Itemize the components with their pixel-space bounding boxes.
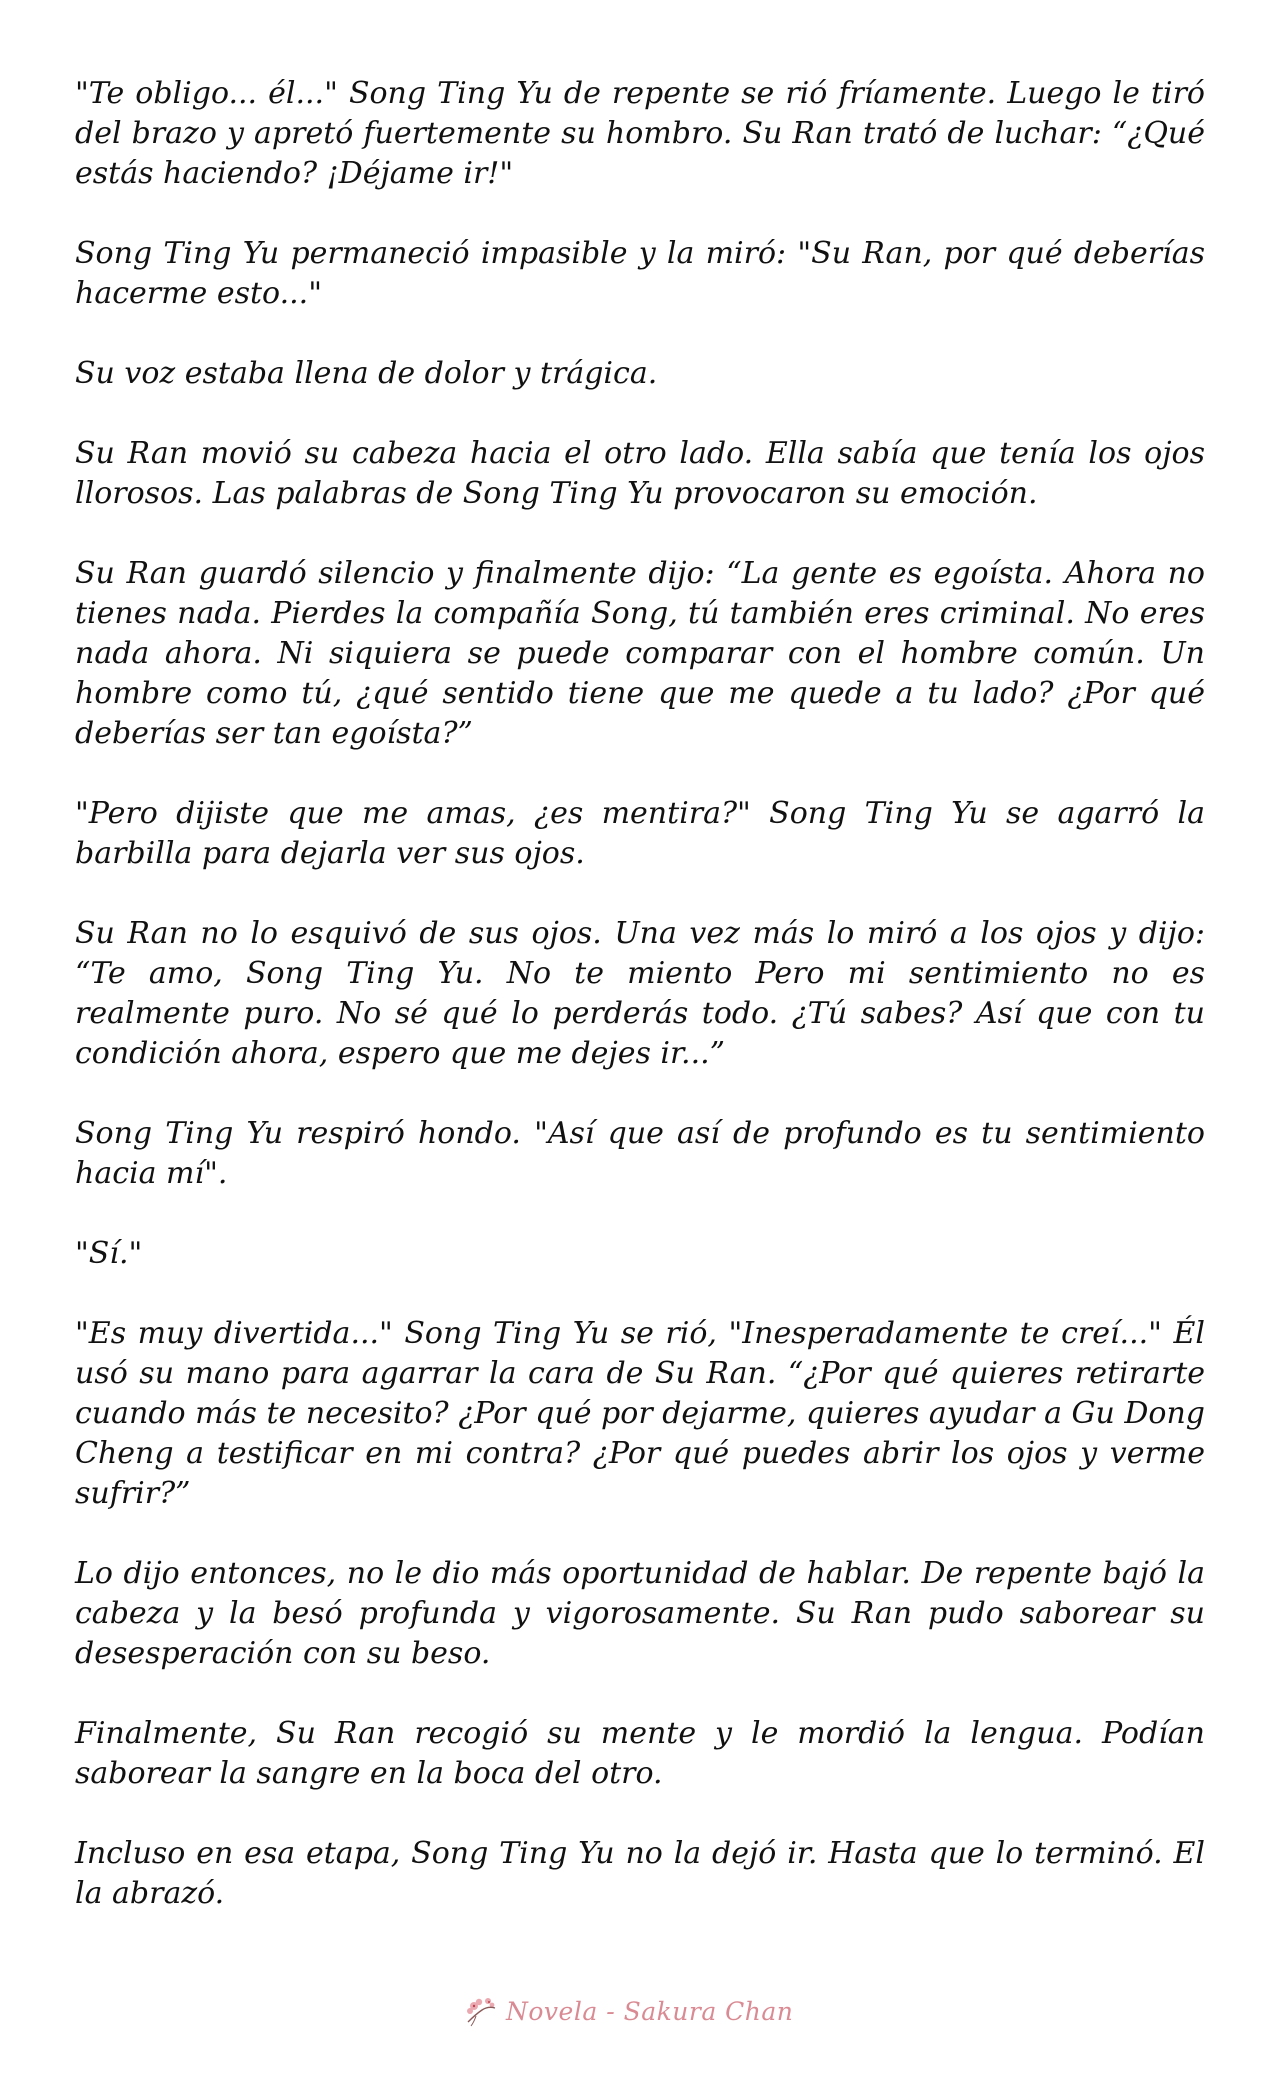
paragraph: Su Ran guardó silencio y finalmente dijo: “La gente es egoísta. Ahora no tienes nada. Pierdes la compañía Song, tú también eres criminal. No eres nada ahora. Ni siquiera se puede comparar con el hombre común. Un hombre como tú, ¿qué sentido tiene que me quede a tu lado? ¿Por qué deberías ser tan egoísta?” bbox=[75, 556, 1205, 751]
paragraph: Incluso en esa etapa, Song Ting Yu no la dejó ir. Hasta que lo terminó. El la abrazó. bbox=[75, 1836, 1205, 1911]
paragraph: Su Ran no lo esquivó de sus ojos. Una vez más lo miró a los ojos y dijo: “Te amo, Song Ting Yu. No te miento Pero mi sentimiento no es realmente puro. No sé qué lo perderás todo. ¿Tú sabes? Así que con tu condición ahora, espero que me dejes ir...” bbox=[75, 916, 1205, 1071]
footer-watermark bbox=[462, 1988, 842, 2034]
paragraph: Su voz estaba llena de dolor y trágica. bbox=[75, 356, 658, 391]
footer-label: Novela - Sakura Chan bbox=[506, 1996, 794, 2026]
paragraph: "Te obligo... él..." Song Ting Yu de repente se rió fríamente. Luego le tiró del brazo y apretó fuertemente su hombro. Su Ran trató de luchar: “¿Qué estás haciendo? ¡Déjame ir!" bbox=[75, 76, 1205, 191]
paragraph: Song Ting Yu respiró hondo. "Así que así de profundo es tu sentimiento hacia mí". bbox=[75, 1116, 1205, 1191]
paragraph: Lo dijo entonces, no le dio más oportunidad de hablar. De repente bajó la cabeza y la besó profunda y vigorosamente. Su Ran pudo saborear su desesperación con su beso. bbox=[75, 1556, 1205, 1671]
paragraph: "Sí." bbox=[75, 1236, 143, 1271]
sakura-flower-icon bbox=[462, 1992, 500, 2030]
paragraph: Su Ran movió su cabeza hacia el otro lado. Ella sabía que tenía los ojos llorosos. Las palabras de Song Ting Yu provocaron su emoción. bbox=[75, 436, 1205, 511]
paragraph: Song Ting Yu permaneció impasible y la miró: "Su Ran, por qué deberías hacerme esto..." bbox=[75, 236, 1205, 311]
document-body bbox=[75, 74, 1205, 1954]
paragraph: Finalmente, Su Ran recogió su mente y le mordió la lengua. Podían saborear la sangre en la boca del otro. bbox=[75, 1716, 1205, 1791]
paragraph: "Es muy divertida..." Song Ting Yu se rió, "Inesperadamente te creí..." Él usó su mano para agarrar la cara de Su Ran. “¿Por qué quieres retirarte cuando más te necesito? ¿Por qué por dejarme, quieres ayudar a Gu Dong Cheng a testificar en mi contra? ¿Por qué puedes abrir los ojos y verme sufrir?” bbox=[75, 1316, 1205, 1511]
paragraph: "Pero dijiste que me amas, ¿es mentira?" Song Ting Yu se agarró la barbilla para dejarla ver sus ojos. bbox=[75, 796, 1205, 871]
